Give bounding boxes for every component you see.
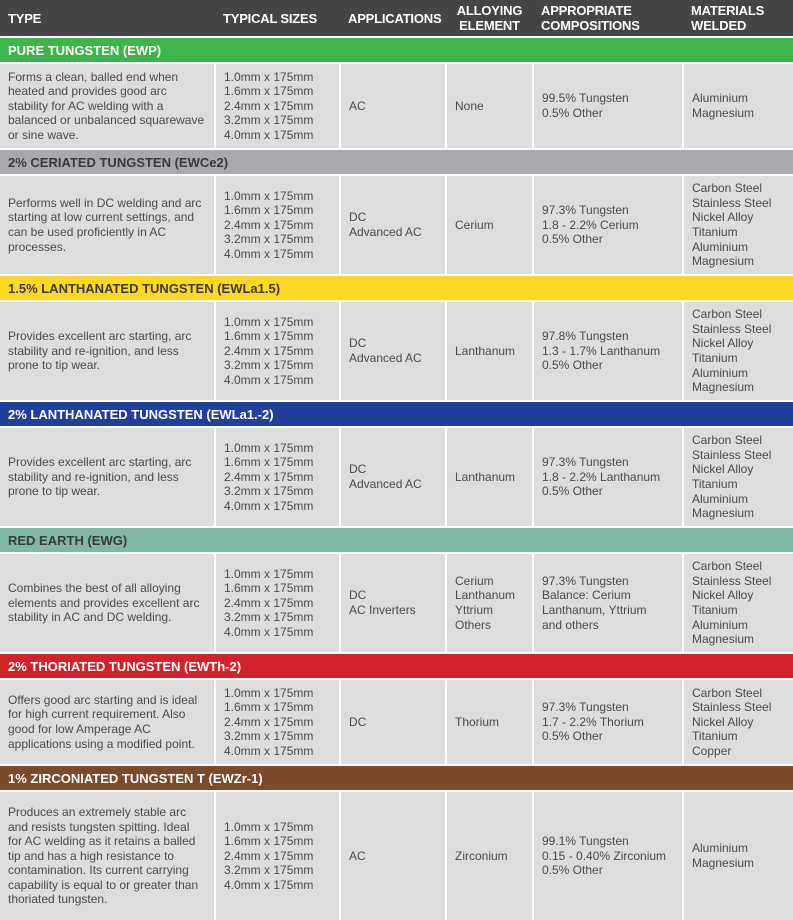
table-row [0, 791, 793, 920]
applications-cell: DC AC Inverters [340, 553, 446, 653]
section-title: 1% ZIRCONIATED TUNGSTEN T (EWZr-1) [0, 765, 793, 791]
compositions-cell: 97.3% Tungsten 1.8 - 2.2% Lanthanum 0.5% Other [533, 427, 683, 527]
alloying-element-cell: Thorium [446, 679, 533, 765]
typical-sizes-cell: 1.0mm x 175mm 1.6mm x 175mm 2.4mm x 175mm 3.2mm x 175mm 4.0mm x 175mm [215, 791, 340, 920]
typical-sizes-cell: 1.0mm x 175mm 1.6mm x 175mm 2.4mm x 175mm 3.2mm x 175mm 4.0mm x 175mm [215, 175, 340, 275]
compositions-cell: 97.3% Tungsten 1.7 - 2.2% Thorium 0.5% Other [533, 679, 683, 765]
type-description-cell: Offers good arc starting and is ideal for high current requirement. Also good for low Amperage AC applications using a modified point. [0, 679, 215, 765]
section-title: 1.5% LANTHANATED TUNGSTEN (EWLa1.5) [0, 275, 793, 301]
compositions-cell: 97.3% Tungsten 1.8 - 2.2% Cerium 0.5% Other [533, 175, 683, 275]
applications-cell: DC Advanced AC [340, 427, 446, 527]
section-band [0, 401, 793, 427]
alloying-element-cell: Lanthanum [446, 427, 533, 527]
section-band [0, 149, 793, 175]
section-title: PURE TUNGSTEN (EWP) [0, 37, 793, 63]
section-band [0, 527, 793, 553]
materials-welded-cell: Carbon Steel Stainless Steel Nickel Alloy Titanium Copper [683, 679, 793, 765]
section-band [0, 765, 793, 791]
materials-welded-cell: Carbon Steel Stainless Steel Nickel Alloy Titanium Aluminium Magnesium [683, 427, 793, 527]
type-description-cell: Provides excellent arc starting, arc stability and re-ignition, and less prone to tip wear. [0, 301, 215, 401]
applications-cell: AC [340, 791, 446, 920]
type-description-cell: Provides excellent arc starting, arc stability and re-ignition, and less prone to tip wear. [0, 427, 215, 527]
applications-cell: DC Advanced AC [340, 175, 446, 275]
compositions-cell: 99.5% Tungsten 0.5% Other [533, 63, 683, 149]
compositions-cell: 97.3% Tungsten Balance: Cerium Lanthanum, Yttrium and others [533, 553, 683, 653]
type-description-cell: Produces an extremely stable arc and resists tungsten spitting. Ideal for AC welding as it retains a balled tip and has a high resistance to contamination. Its current carrying capability is equal to or greater than thoriated tungsten. [0, 791, 215, 920]
alloying-element-cell: Cerium Lanthanum Yttrium Others [446, 553, 533, 653]
header-sizes: TYPICAL SIZES [215, 0, 340, 37]
materials-welded-cell: Aluminium Magnesium [683, 63, 793, 149]
header-materials: MATERIALS WELDED [683, 0, 793, 37]
section-title: 2% THORIATED TUNGSTEN (EWTh-2) [0, 653, 793, 679]
section-title: 2% LANTHANATED TUNGSTEN (EWLa1.-2) [0, 401, 793, 427]
section-title: 2% CERIATED TUNGSTEN (EWCe2) [0, 149, 793, 175]
table-row [0, 553, 793, 653]
compositions-cell: 97.8% Tungsten 1.3 - 1.7% Lanthanum 0.5% Other [533, 301, 683, 401]
materials-welded-cell: Carbon Steel Stainless Steel Nickel Alloy Titanium Aluminium Magnesium [683, 301, 793, 401]
table-row [0, 679, 793, 765]
type-description-cell: Combines the best of all alloying elements and provides excellent arc stability in AC and DC welding. [0, 553, 215, 653]
section-band [0, 275, 793, 301]
type-description-cell: Performs well in DC welding and arc starting at low current settings, and can be used proficiently in AC processes. [0, 175, 215, 275]
table-row [0, 63, 793, 149]
alloying-element-cell: Cerium [446, 175, 533, 275]
section-band [0, 37, 793, 63]
header-compositions: APPROPRIATE COMPOSITIONS [533, 0, 683, 37]
applications-cell: AC [340, 63, 446, 149]
header-alloying: ALLOYING ELEMENT [446, 0, 533, 37]
table-row [0, 175, 793, 275]
applications-cell: DC [340, 679, 446, 765]
compositions-cell: 99.1% Tungsten 0.15 - 0.40% Zirconium 0.5% Other [533, 791, 683, 920]
type-description-cell: Forms a clean, balled end when heated and provides good arc stability for AC welding with a balanced or unbalanced squarewave or sine wave. [0, 63, 215, 149]
header-type: TYPE [0, 0, 215, 37]
table-row [0, 301, 793, 401]
typical-sizes-cell: 1.0mm x 175mm 1.6mm x 175mm 2.4mm x 175mm 3.2mm x 175mm 4.0mm x 175mm [215, 553, 340, 653]
alloying-element-cell: None [446, 63, 533, 149]
table-row [0, 427, 793, 527]
header-applications: APPLICATIONS [340, 0, 446, 37]
typical-sizes-cell: 1.0mm x 175mm 1.6mm x 175mm 2.4mm x 175mm 3.2mm x 175mm 4.0mm x 175mm [215, 427, 340, 527]
applications-cell: DC Advanced AC [340, 301, 446, 401]
header-row [0, 0, 793, 37]
materials-welded-cell: Aluminium Magnesium [683, 791, 793, 920]
typical-sizes-cell: 1.0mm x 175mm 1.6mm x 175mm 2.4mm x 175mm 3.2mm x 175mm 4.0mm x 175mm [215, 63, 340, 149]
alloying-element-cell: Zirconium [446, 791, 533, 920]
typical-sizes-cell: 1.0mm x 175mm 1.6mm x 175mm 2.4mm x 175mm 3.2mm x 175mm 4.0mm x 175mm [215, 301, 340, 401]
typical-sizes-cell: 1.0mm x 175mm 1.6mm x 175mm 2.4mm x 175mm 3.2mm x 175mm 4.0mm x 175mm [215, 679, 340, 765]
alloying-element-cell: Lanthanum [446, 301, 533, 401]
materials-welded-cell: Carbon Steel Stainless Steel Nickel Alloy Titanium Aluminium Magnesium [683, 175, 793, 275]
section-band [0, 653, 793, 679]
materials-welded-cell: Carbon Steel Stainless Steel Nickel Alloy Titanium Aluminium Magnesium [683, 553, 793, 653]
section-title: RED EARTH (EWG) [0, 527, 793, 553]
